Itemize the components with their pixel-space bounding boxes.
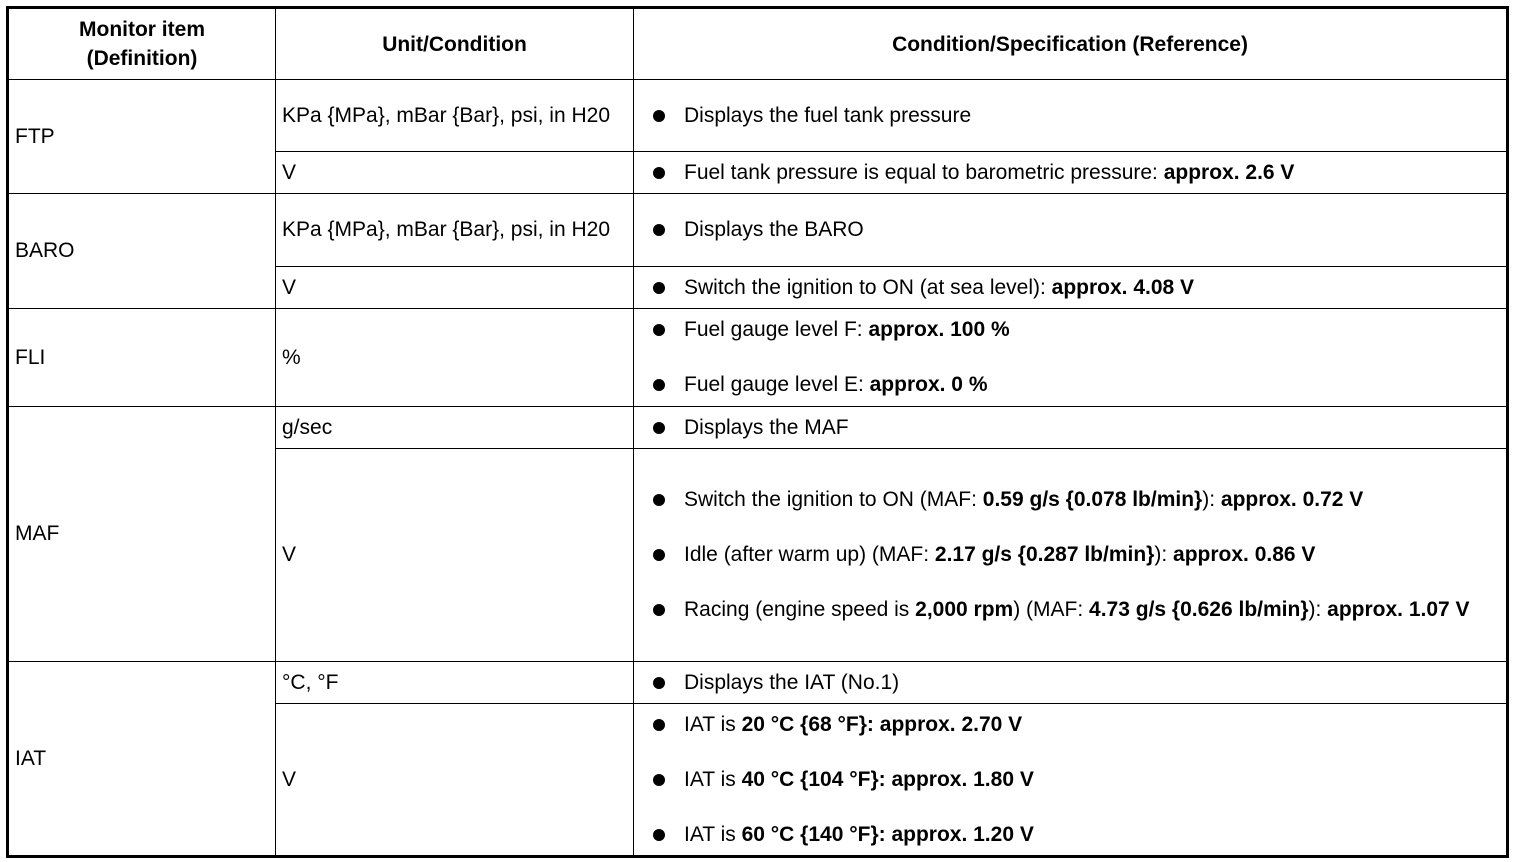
table-row: [8, 662, 1508, 704]
spec-bullet: IAT is 60 °C {140 °F}: approx. 1.20 V: [684, 820, 1500, 850]
spec-cell: [634, 407, 1508, 449]
spec-cell: [634, 80, 1508, 152]
spec-bullet: Displays the MAF: [684, 413, 1500, 443]
unit-cell: KPa {MPa}, mBar {Bar}, psi, in H20: [276, 194, 634, 267]
item-fli: FLI: [8, 309, 276, 407]
table-row: [8, 407, 1508, 449]
unit-cell: V: [276, 152, 634, 194]
header-unit-condition: Unit/Condition: [276, 8, 634, 80]
item-ftp: FTP: [8, 80, 276, 194]
item-baro: BARO: [8, 194, 276, 309]
spec-cell: [634, 194, 1508, 267]
unit-cell: V: [276, 704, 634, 857]
spec-bullet: IAT is 20 °C {68 °F}: approx. 2.70 V: [684, 710, 1500, 740]
spec-cell: [634, 662, 1508, 704]
item-maf: MAF: [8, 407, 276, 662]
header-row: [8, 8, 1508, 80]
unit-cell: g/sec: [276, 407, 634, 449]
unit-cell: %: [276, 309, 634, 407]
unit-cell: KPa {MPa}, mBar {Bar}, psi, in H20: [276, 80, 634, 152]
spec-cell: [634, 309, 1508, 407]
spec-cell: [634, 267, 1508, 309]
table-row: [8, 194, 1508, 267]
header-condition-spec: Condition/Specification (Reference): [634, 8, 1508, 80]
unit-cell: °C, °F: [276, 662, 634, 704]
spec-cell: [634, 449, 1508, 662]
spec-bullet: Displays the BARO: [684, 215, 1500, 245]
unit-cell: V: [276, 449, 634, 662]
header-monitor-item: Monitor item (Definition): [8, 8, 276, 80]
spec-bullet: Fuel gauge level E: approx. 0 %: [684, 370, 1500, 400]
table-row: [8, 80, 1508, 152]
monitor-spec-table: [6, 6, 1509, 858]
spec-cell: [634, 704, 1508, 857]
spec-bullet: Racing (engine speed is 2,000 rpm) (MAF: 4.73 g/s {0.626 lb/min}): approx. 1.07 V: [684, 595, 1500, 625]
spec-cell: [634, 152, 1508, 194]
spec-bullet: Fuel gauge level F: approx. 100 %: [684, 315, 1500, 345]
spec-bullet: Switch the ignition to ON (MAF: 0.59 g/s {0.078 lb/min}): approx. 0.72 V: [684, 485, 1500, 515]
spec-bullet: Displays the IAT (No.1): [684, 668, 1500, 698]
spec-bullet: Fuel tank pressure is equal to barometric pressure: approx. 2.6 V: [684, 158, 1500, 188]
spec-bullet: Displays the fuel tank pressure: [684, 101, 1500, 131]
spec-bullet: IAT is 40 °C {104 °F}: approx. 1.80 V: [684, 765, 1500, 795]
table-row: [8, 309, 1508, 407]
item-iat: IAT: [8, 662, 276, 857]
spec-bullet: Switch the ignition to ON (at sea level): approx. 4.08 V: [684, 273, 1500, 303]
unit-cell: V: [276, 267, 634, 309]
spec-bullet: Idle (after warm up) (MAF: 2.17 g/s {0.287 lb/min}): approx. 0.86 V: [684, 540, 1500, 570]
